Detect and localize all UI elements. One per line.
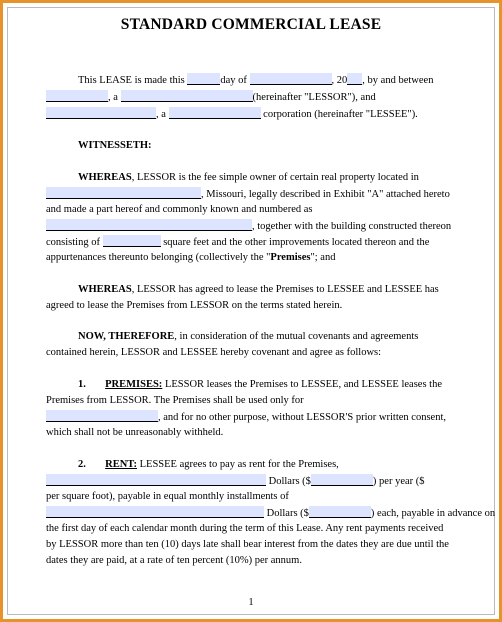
- section-heading: RENT:: [105, 459, 138, 470]
- section1-line-4: which shall not be unreasonably withheld.: [46, 427, 224, 438]
- section2-line-2: [46, 474, 425, 488]
- section1-line-2: Premises from LESSOR. The Premises shall be used only for: [46, 395, 304, 406]
- whereas-text: , together with the building constructed thereon: [252, 221, 452, 232]
- whereas-text: square feet and the other improvements located thereon and the: [163, 237, 430, 248]
- witnesseth-heading: WITNESSETH:: [78, 140, 152, 151]
- section-number: 2.: [78, 459, 86, 470]
- use-purpose-field[interactable]: [46, 410, 158, 422]
- section1-line-3: [46, 410, 446, 424]
- document-title: STANDARD COMMERCIAL LEASE: [120, 16, 382, 33]
- intro-text: , by and between: [362, 75, 434, 86]
- intro-line-2: [46, 90, 376, 104]
- intro-line-3: [46, 107, 418, 121]
- whereas2-line-2: agreed to lease the Premises from LESSOR on the terms stated herein.: [46, 300, 343, 311]
- intro-text: , 20: [331, 75, 348, 86]
- whereas-text: , LESSOR has agreed to lease the Premises to LESSEE and LESSEE has: [131, 284, 439, 295]
- section2-line-3: per square foot), payable in equal monthly installments of: [46, 491, 289, 502]
- section-text: Dollars ($: [266, 508, 309, 519]
- section-text: Dollars ($: [268, 476, 311, 487]
- whereas1-line-1: [78, 171, 419, 184]
- section2-line-6: by LESSOR more than ten (10) days late shall bear interest from the dates they are due until the: [46, 539, 449, 550]
- section-text: LESSEE agrees to pay as rent for the Premises,: [139, 459, 339, 470]
- section-text: , and for no other purpose, without LESSOR'S prior written consent,: [158, 412, 446, 423]
- year-field[interactable]: [347, 73, 362, 85]
- intro-text: day of: [220, 75, 247, 86]
- intro-text: (hereinafter "LESSOR"), and: [252, 92, 376, 103]
- intro-text: , a: [108, 92, 118, 103]
- monthly-rent-words-field[interactable]: [46, 506, 264, 518]
- section2-line-4: [46, 506, 495, 520]
- now-therefore-label: NOW, THEREFORE: [78, 331, 175, 342]
- section2-line-7: dates they are paid, at a rate of ten percent (10%) per annum.: [46, 555, 302, 566]
- annual-rent-words-field[interactable]: [46, 474, 266, 486]
- section2-line-5: the first day of each calendar month during the term of this Lease. Any rent payments received: [46, 523, 444, 534]
- whereas-text: , LESSOR is the fee simple owner of certain real property located in: [131, 172, 419, 183]
- intro-text: , a: [156, 109, 166, 120]
- intro-line-1: [78, 73, 433, 87]
- section-text: ) each, payable in advance on: [370, 508, 496, 519]
- section1-line-1: [78, 378, 442, 391]
- now-line-1: [78, 330, 418, 343]
- lessee-name-field[interactable]: [46, 107, 156, 119]
- section-text: LESSOR leases the Premises to LESSEE, and LESSEE leases the: [164, 379, 442, 390]
- lessee-state-field[interactable]: [169, 107, 261, 119]
- monthly-rent-amount-field[interactable]: [309, 506, 371, 518]
- whereas1-line-4: [46, 219, 451, 233]
- premises-term: Premises: [270, 252, 311, 263]
- lessor-name-field[interactable]: [46, 90, 108, 102]
- whereas1-line-3: and made a part hereof and commonly known and numbered as: [46, 204, 313, 215]
- month-field[interactable]: [250, 73, 332, 85]
- whereas-label: WHEREAS: [78, 284, 132, 295]
- intro-text: corporation (hereinafter "LESSEE").: [263, 109, 418, 120]
- whereas-text: appurtenances thereunto belonging (collectively the ": [46, 252, 271, 263]
- annual-rent-amount-field[interactable]: [311, 474, 373, 486]
- section2-line-1: [78, 458, 339, 471]
- whereas-text: , Missouri, legally described in Exhibit "A" attached hereto: [201, 189, 450, 200]
- day-field[interactable]: [187, 73, 220, 85]
- whereas-label: WHEREAS: [78, 172, 132, 183]
- section-number: 1.: [78, 379, 86, 390]
- whereas-text: consisting of: [46, 237, 100, 248]
- whereas1-line-2: [46, 187, 450, 201]
- section-heading: PREMISES:: [105, 379, 163, 390]
- square-feet-field[interactable]: [103, 235, 161, 247]
- whereas2-line-1: [78, 283, 439, 296]
- now-text: , in consideration of the mutual covenants and agreements: [174, 331, 419, 342]
- county-field[interactable]: [46, 187, 201, 199]
- property-address-field[interactable]: [46, 219, 252, 231]
- lessor-type-field[interactable]: [121, 90, 253, 102]
- now-line-2: contained herein, LESSOR and LESSEE hereby covenant and agree as follows:: [46, 347, 382, 358]
- section-text: ) per year ($: [372, 476, 425, 487]
- whereas1-line-6: [46, 251, 335, 264]
- whereas-text: "; and: [310, 252, 336, 263]
- intro-text: This LEASE is made this: [78, 75, 185, 86]
- page-number: 1: [248, 597, 254, 608]
- whereas1-line-5: [46, 235, 429, 249]
